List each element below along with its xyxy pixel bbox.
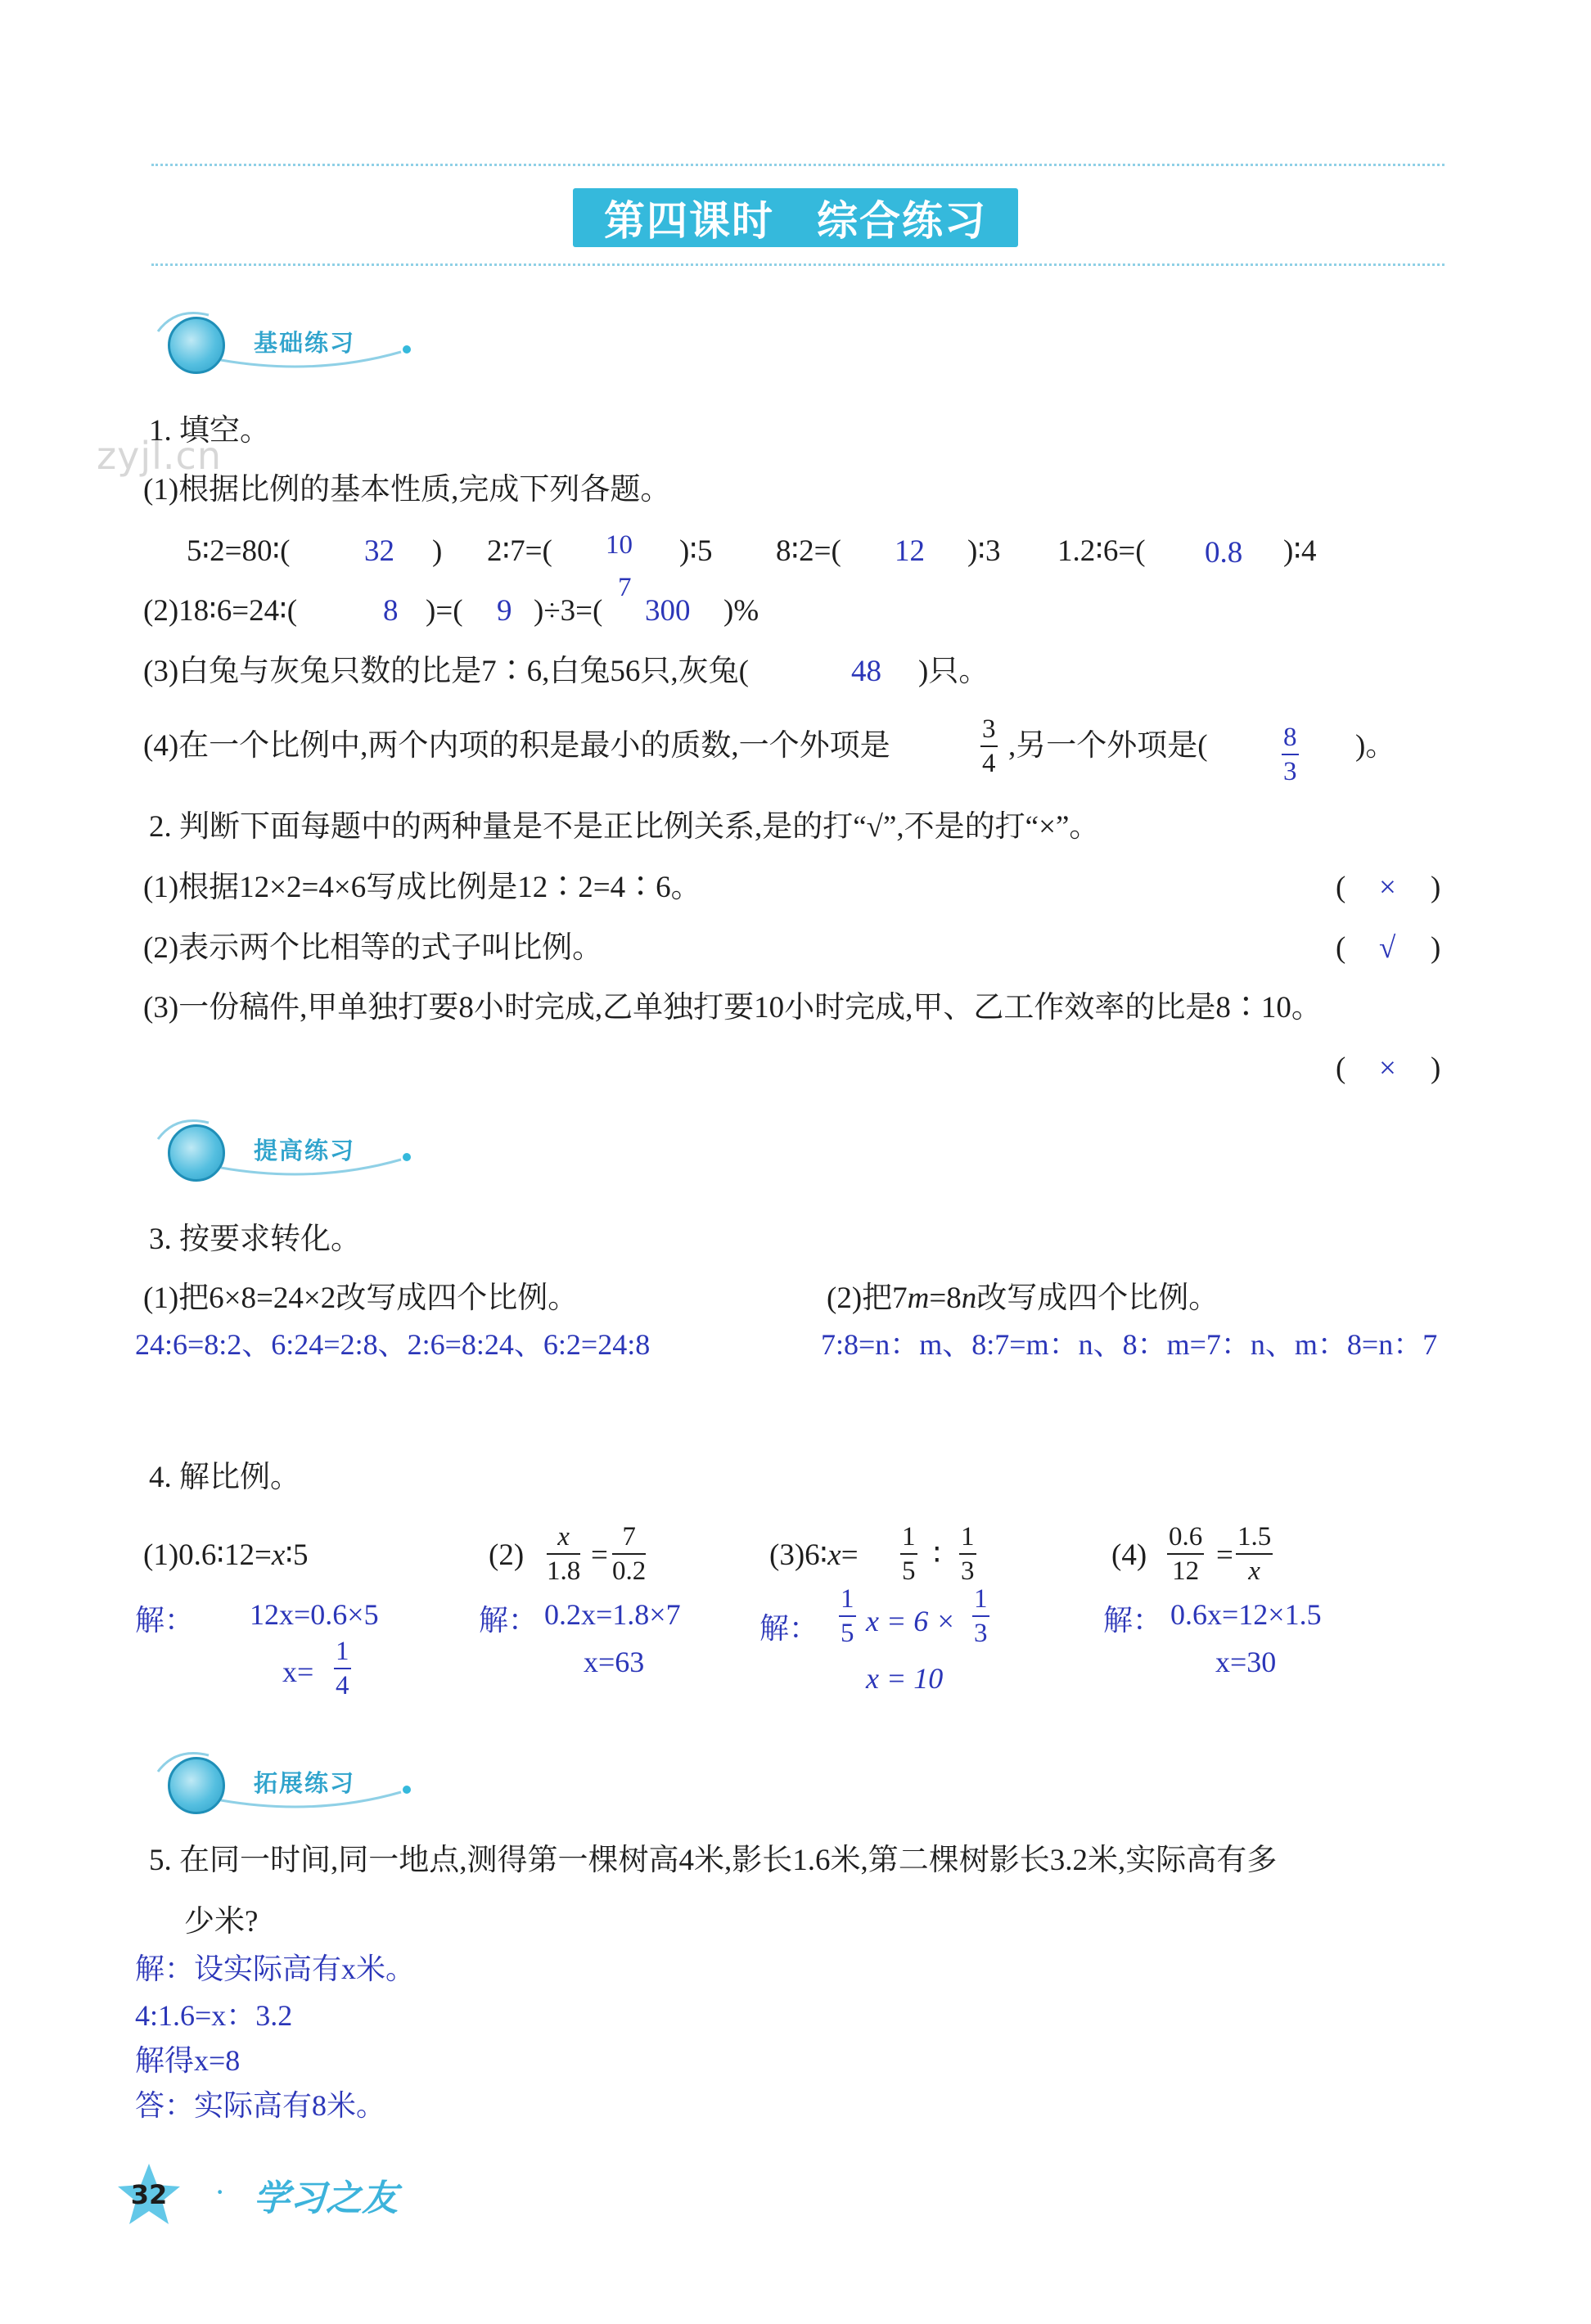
- q4-p2-step2: x=63: [584, 1646, 645, 1678]
- q2-item-3: (3)一份稿件,甲单独打要8小时完成,乙单独打要10小时完成,甲、乙工作效率的比是8∶10。: [143, 991, 1322, 1025]
- q1-p1-text: (1)根据比例的基本性质,完成下列各题。: [143, 473, 671, 507]
- q1-ans-a: 32: [364, 534, 394, 568]
- q4-p2-jie: 解：: [479, 1604, 539, 1637]
- q1-p4-mid: ,另一个外项是(: [1008, 729, 1208, 763]
- section-label: 提高练习: [254, 1137, 356, 1164]
- q4-p3-step1-fraction: $\frac{1}{5}$: [841, 1584, 854, 1648]
- q1-title: 1. 填空。: [149, 414, 270, 448]
- q1-p3-ans: 48: [851, 655, 881, 688]
- section-badge-icon: [168, 1124, 225, 1182]
- q2-item-1-lp: (: [1336, 871, 1346, 904]
- q1-ans-d: 0.8: [1205, 536, 1243, 570]
- q4-p3-colon: ∶: [933, 1538, 941, 1572]
- section-extend: [151, 1747, 421, 1821]
- page-title: 第四课时 综合练习: [573, 188, 1018, 247]
- q1-row-a-close: ): [432, 534, 443, 568]
- header-top-rule: [151, 164, 1445, 166]
- q4-p2-step1: 0.2x=1.8×7: [544, 1598, 681, 1631]
- q4-p4-fraction-2: $\frac{1.5}{x}$: [1237, 1522, 1272, 1586]
- q2-title: 2. 判断下面每题中的两种量是不是正比例关系,是的打“√”,不是的打“×”。: [149, 810, 1100, 844]
- page-number-badge: [115, 2160, 183, 2229]
- q1-p2-ans2: 9: [497, 594, 512, 628]
- q4-p3-step1: x = 6 ×: [866, 1605, 956, 1637]
- q2-item-3-lp: (: [1336, 1052, 1346, 1085]
- q1-p2-ans1: 8: [383, 594, 399, 628]
- q4-p3-problem: (3)6∶x=: [769, 1538, 859, 1572]
- q2-item-2-lp: (: [1336, 931, 1346, 965]
- q4-p1-step2-fraction: $\frac{1}{4}$: [336, 1637, 349, 1700]
- page-number: 32: [130, 2179, 168, 2210]
- q1-p4-pre: (4)在一个比例中,两个内项的积是最小的质数,一个外项是: [143, 729, 890, 763]
- q1-row-a: 5∶2=80∶(: [187, 534, 291, 568]
- q1-ans-c: 12: [895, 534, 925, 568]
- q4-p4-fraction-1: $\frac{0.6}{12}$: [1169, 1522, 1203, 1586]
- watermark: zyjl.cn: [97, 434, 222, 478]
- q4-p2-fraction-1: $\frac{x}{1.8}$: [547, 1522, 581, 1586]
- q3-title: 3. 按要求转化。: [149, 1223, 361, 1256]
- header-bottom-rule: [151, 263, 1445, 266]
- q1-p4-ans-fraction: $\frac{8}{3}$: [1283, 723, 1297, 786]
- q4-p4-label: (4): [1111, 1538, 1147, 1572]
- q3-right-text: (2)把7m=8n改写成四个比例。: [827, 1281, 1219, 1315]
- q2-item-1-ans: ×: [1379, 871, 1396, 904]
- q2-item-3-ans: ×: [1379, 1052, 1396, 1085]
- q5-title: 5. 在同一时间,同一地点,测得第一棵树高4米,影长1.6米,第二棵树影长3.2米,实际高有多: [149, 1844, 1278, 1877]
- section-badge-icon: [168, 317, 225, 374]
- q2-item-1-rp: ): [1431, 871, 1441, 904]
- q1-p4-fraction: $\frac{3}{4}$: [982, 714, 996, 778]
- footer-brand: 学习之友: [254, 2178, 398, 2219]
- footer-dot: ·: [214, 2173, 226, 2210]
- q4-title: 4. 解比例。: [149, 1461, 300, 1494]
- q4-p2-fraction-2: $\frac{7}{0.2}$: [612, 1522, 647, 1586]
- q5-answer-line-4: 答：实际高有8米。: [135, 2089, 386, 2122]
- q5-answer-line-2: 4:1.6=x：3.2: [135, 1999, 293, 2032]
- q4-p1-jie: 解：: [135, 1604, 195, 1637]
- q1-row-c: 8∶2=(: [776, 534, 841, 568]
- q4-p1-problem: (1)0.6∶12=x∶5: [143, 1538, 309, 1572]
- q1-ans-b-fraction: 10: [606, 530, 633, 560]
- q3-left-answer: 24:6=8:2、6:24=2:8、2:6=8:24、6:2=24:8: [135, 1328, 651, 1361]
- q1-p3-post: )只。: [918, 655, 989, 688]
- q4-p1-step2: x=: [282, 1655, 314, 1688]
- q1-p2-ans3: 300: [645, 594, 691, 628]
- q1-row-d: 1.2∶6=(: [1057, 534, 1146, 568]
- section-label: 拓展练习: [254, 1769, 356, 1797]
- q1-row-d-close: )∶4: [1283, 534, 1317, 568]
- q4-p1-step1: 12x=0.6×5: [250, 1598, 379, 1631]
- q4-p2-label: (2): [489, 1538, 525, 1572]
- q1-row-b-close: )∶5: [679, 534, 713, 568]
- q4-p3-fraction-2: $\frac{1}{3}$: [961, 1522, 975, 1586]
- q2-item-1: (1)根据12×2=4×6写成比例是12∶2=4∶6。: [143, 871, 701, 904]
- q4-p3-fraction-1: $\frac{1}{5}$: [902, 1522, 916, 1586]
- section-badge-icon: [168, 1757, 225, 1814]
- q2-item-3-rp: ): [1431, 1052, 1441, 1085]
- q3-right-answer: 7:8=n：m、8:7=m：n、8：m=7：n、m：8=n：7: [821, 1328, 1438, 1361]
- q1-row-c-close: )∶3: [967, 534, 1001, 568]
- q2-item-2-ans: √: [1379, 931, 1396, 965]
- q1-p2-post: )%: [723, 594, 759, 628]
- q5-answer-line-3: 解得x=8: [135, 2044, 241, 2077]
- q5-answer-line-1: 解：设实际高有x米。: [135, 1952, 416, 1985]
- section-label: 基础练习: [254, 329, 356, 357]
- q4-p3-step2: x = 10: [866, 1662, 944, 1695]
- q4-p2-eq: =: [591, 1538, 608, 1572]
- q1-ans-b-den: 7: [618, 573, 632, 602]
- q1-p2-mid1: )=(: [426, 594, 463, 628]
- q4-p3-jie: 解：: [759, 1612, 819, 1645]
- q2-item-2: (2)表示两个比相等的式子叫比例。: [143, 931, 603, 965]
- q1-row-b: 2∶7=(: [487, 534, 552, 568]
- q1-p2-mid2: )÷3=(: [534, 594, 603, 628]
- q4-p4-step1: 0.6x=12×1.5: [1170, 1598, 1322, 1631]
- q2-item-2-rp: ): [1431, 931, 1441, 965]
- section-advanced: [151, 1115, 421, 1188]
- q4-p4-eq: =: [1216, 1538, 1233, 1572]
- q4-p4-jie: 解：: [1103, 1604, 1163, 1637]
- section-basic: [151, 307, 421, 381]
- q1-p4-post: )。: [1355, 729, 1396, 763]
- q5-title-2: 少米?: [184, 1905, 259, 1939]
- q1-p3-pre: (3)白兔与灰兔只数的比是7∶6,白兔56只,灰兔(: [143, 655, 749, 688]
- q3-left-text: (1)把6×8=24×2改写成四个比例。: [143, 1281, 579, 1315]
- q4-p4-step2: x=30: [1215, 1646, 1277, 1678]
- q4-p3-step1-right-fraction: $\frac{1}{3}$: [974, 1584, 988, 1648]
- q1-p2-pre: (2)18∶6=24∶(: [143, 594, 298, 628]
